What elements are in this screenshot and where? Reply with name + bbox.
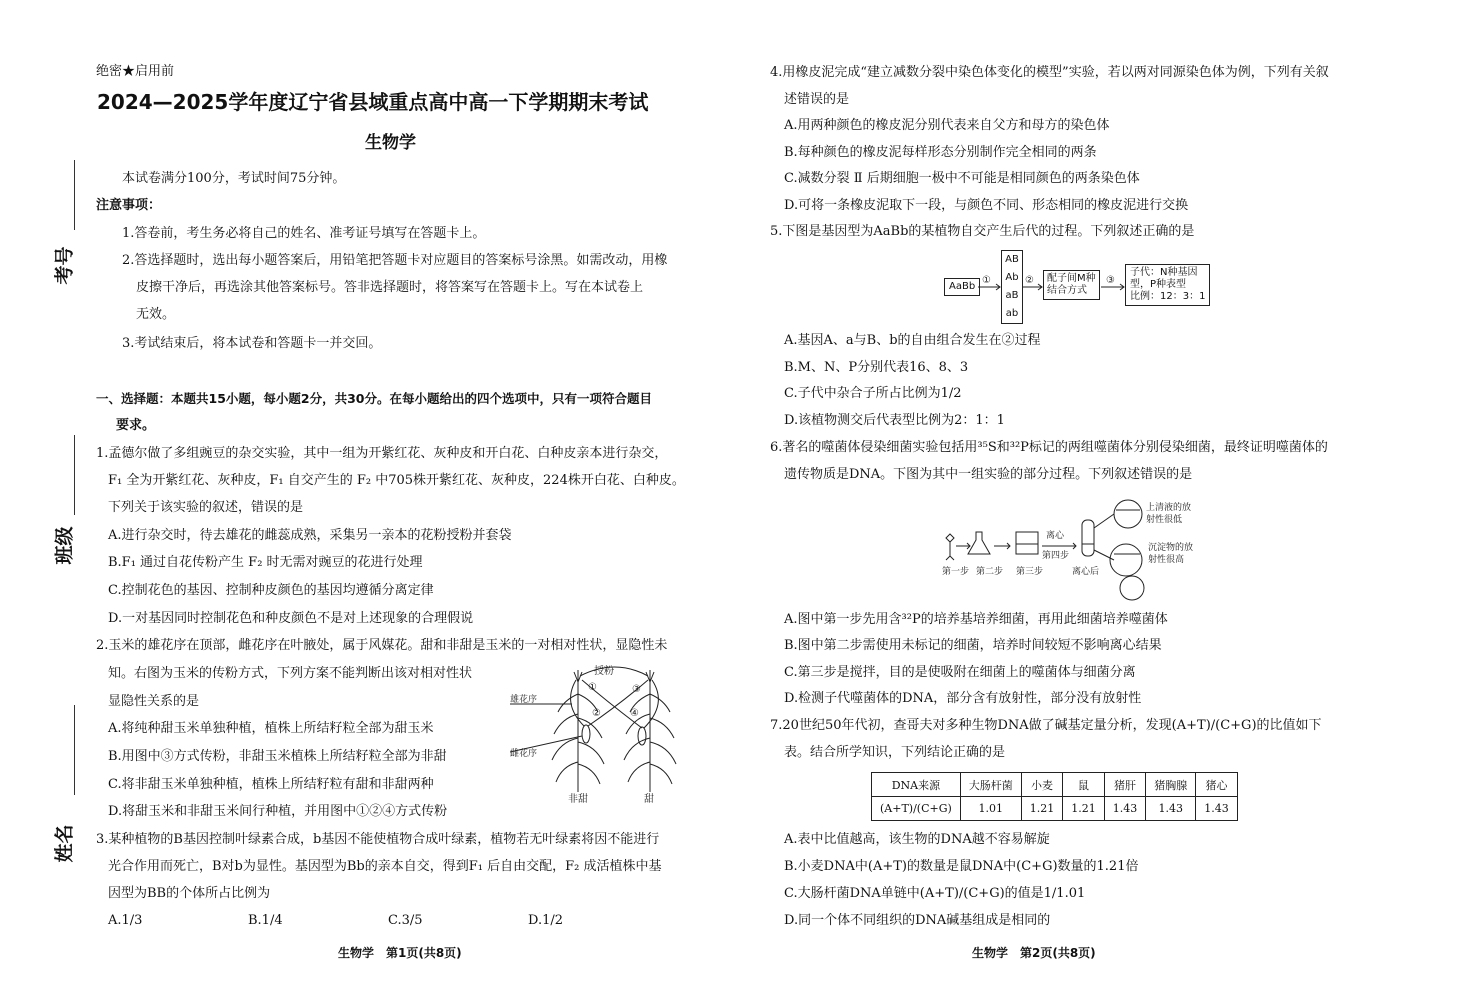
corn-pollination-label: 授粉	[594, 666, 614, 677]
q4-stem-1: 4.用橡皮泥完成“建立减数分裂中染色体变化的模型”实验，若以两对同源染色体为例，下列有关叙	[770, 65, 1329, 80]
phage-experiment-figure	[936, 494, 1206, 604]
table-cell: 1.43	[1104, 797, 1146, 821]
q5-offspring-3: 比例：12：3：1	[1130, 291, 1206, 302]
q5-gamete-ab1: AB	[1005, 254, 1019, 265]
phage-step-1: 第一步	[942, 567, 970, 577]
q3-option-c: C.3/5	[388, 913, 423, 928]
q5-option-b: B.M、N、P分别代表16、8、3	[784, 360, 969, 375]
q2-option-d: D.将甜玉米和非甜玉米间行种植，并用图中①②④方式传粉	[108, 804, 448, 819]
q7-option-d: D.同一个体不同组织的DNA碱基组成是相同的	[784, 913, 1051, 928]
corn-left-label: 非甜	[568, 794, 588, 804]
q7-option-c: C.大肠杆菌DNA单链中(A+T)/(C+G)的值是1/1.01	[784, 886, 1086, 901]
exam-no-label: 考号	[53, 246, 76, 285]
corn-male-label: 雄花序	[510, 695, 538, 705]
subject-title: 生物学	[365, 133, 416, 153]
q1-option-b: B.F₁ 通过自花传粉产生 F₂ 时无需对豌豆的花进行处理	[108, 555, 423, 570]
q3-stem-1: 3.某种植物的B基因控制叶绿素合成，b基因不能使植物合成叶绿素，植物若无叶绿素将因不能进行	[96, 832, 660, 847]
q4-option-b: B.每种颜色的橡皮泥每样形态分别制作完全相同的两条	[784, 145, 1097, 160]
class-label: 班级	[53, 526, 76, 565]
table-cell: 1.21	[1063, 797, 1105, 821]
q6-option-c: C.第三步是搅拌，目的是使吸附在细菌上的噬菌体与细菌分离	[784, 665, 1136, 680]
q3-option-d: D.1/2	[528, 913, 564, 928]
q5-combine-2: 结合方式	[1047, 285, 1087, 296]
phage-sediment-1: 沉淀物的放	[1148, 543, 1194, 553]
corn-mark-1: ①	[588, 682, 597, 693]
table-header-cell: 小麦	[1021, 773, 1063, 797]
q7-option-a: A.表中比值越高，该生物的DNA越不容易解旋	[784, 832, 1050, 847]
q1-option-c: C.控制花色的基因、控制种皮颜色的基因均遵循分离定律	[108, 583, 434, 598]
note-2c: 无效。	[136, 307, 176, 322]
corn-mark-3: ③	[632, 684, 641, 695]
q5-combine-1: 配子间M种	[1047, 273, 1096, 284]
q7-table	[871, 772, 1238, 821]
section-1-heading-2: 要求。	[116, 418, 156, 433]
q1-stem-3: 下列关于该实验的叙述，错误的是	[108, 500, 304, 515]
q4-stem-2: 述错误的是	[784, 92, 850, 107]
q5-offspring-2: 型，P种表型	[1130, 279, 1187, 290]
q5-offspring-1: 子代：N种基因	[1130, 267, 1198, 278]
note-1: 1.答卷前，考生务必将自己的姓名、准考证号填写在答题卡上。	[122, 226, 486, 241]
q5-parent-box: AaBb	[944, 278, 980, 296]
q4-option-a: A.用两种颜色的橡皮泥分别代表来自父方和母方的染色体	[784, 118, 1110, 133]
q6-stem-1: 6.著名的噬菌体侵染细菌实验包括用³⁵S和³²P标记的两组噬菌体分别侵染细菌，最终证明噬菌体的	[770, 440, 1328, 455]
q5-step-3: ③	[1106, 275, 1115, 286]
q7-stem-1: 7.20世纪50年代初，查哥夫对多种生物DNA做了碱基定量分析，发现(A+T)/(C+G)的比值如下	[770, 718, 1322, 733]
q5-gamete-ab4: ab	[1005, 308, 1019, 319]
page-title: 2024—2025学年度辽宁省县域重点高中高一下学期期末考试	[97, 90, 649, 114]
class-line	[74, 435, 75, 515]
q5-figure	[944, 250, 1214, 322]
q7-stem-2: 表。结合所学知识，下列结论正确的是	[784, 745, 1006, 760]
q4-option-c: C.减数分裂 Ⅱ 后期细胞一极中不可能是相同颜色的两条染色体	[784, 171, 1140, 186]
secret-label: 绝密★启用前	[96, 64, 175, 79]
notes-title: 注意事项：	[96, 198, 162, 213]
section-1-heading: 一、选择题：本题共15小题，每小题2分，共30分。在每小题给出的四个选项中，只有一项符合题目	[96, 391, 652, 406]
phage-sediment-2: 射性很高	[1148, 555, 1185, 565]
table-header-cell: 鼠	[1063, 773, 1105, 797]
q3-option-b: B.1/4	[248, 913, 283, 928]
intro-text: 本试卷满分100分，考试时间75分钟。	[122, 171, 346, 186]
q2-option-c: C.将非甜玉米单独种植，植株上所结籽粒有甜和非甜两种	[108, 777, 434, 792]
q4-option-d: D.可将一条橡皮泥取下一段，与颜色不同、形态相同的橡皮泥进行交换	[784, 198, 1189, 213]
q2-option-b: B.用图中③方式传粉，非甜玉米植株上所结籽粒全部为非甜	[108, 749, 447, 764]
q1-stem-1: 1.孟德尔做了多组豌豆的杂交实验，其中一组为开紫红花、灰种皮和开白花、白种皮亲本进行杂交，	[96, 446, 668, 461]
footer-left: 生物学 第1页(共8页)	[338, 946, 462, 960]
q2-stem-1: 2.玉米的雄花序在顶部，雌花序在叶腋处，属于风媒花。甜和非甜是玉米的一对相对性状，显隐性未	[96, 638, 668, 653]
phage-step-4: 第四步	[1042, 551, 1070, 561]
phage-centrifuge: 离心	[1046, 531, 1065, 541]
name-label: 姓名	[53, 824, 76, 863]
q5-option-c: C.子代中杂合子所占比例为1/2	[784, 386, 962, 401]
table-header-cell: 猪肝	[1104, 773, 1146, 797]
note-2b: 皮擦干净后，再选涂其他答案标号。答非选择题时，将答案写在答题卡上。写在本试卷上	[136, 280, 644, 295]
phage-supernatant-1: 上清液的放	[1146, 503, 1192, 513]
q5-option-a: A.基因A、a与B、b的自由组合发生在②过程	[784, 333, 1041, 348]
footer-right: 生物学 第2页(共8页)	[972, 946, 1096, 960]
corn-female-label: 雌花序	[510, 749, 538, 759]
table-row	[872, 797, 1238, 821]
q5-step-1: ①	[982, 275, 991, 286]
table-header-cell: DNA来源	[872, 773, 961, 797]
name-line	[74, 705, 75, 795]
note-3: 3.考试结束后，将本试卷和答题卡一并交回。	[122, 336, 382, 351]
phage-step-2: 第二步	[976, 567, 1004, 577]
table-cell: 1.43	[1196, 797, 1238, 821]
q3-option-a: A.1/3	[108, 913, 143, 928]
q6-option-a: A.图中第一步先用含³²P的培养基培养细菌，再用此细菌培养噬菌体	[784, 612, 1168, 627]
table-cell: 1.01	[960, 797, 1021, 821]
phage-supernatant-2: 射性很低	[1146, 515, 1183, 525]
table-header-cell: 猪胸腺	[1146, 773, 1196, 797]
table-header-row	[872, 773, 1238, 797]
q2-stem-3: 显隐性关系的是	[108, 694, 200, 709]
q5-offspring-box	[1125, 264, 1210, 306]
q6-stem-2: 遗传物质是DNA。下图为其中一组实验的部分过程。下列叙述错误的是	[784, 467, 1193, 482]
q6-option-b: B.图中第二步需使用未标记的细菌，培养时间较短不影响离心结果	[784, 638, 1162, 653]
q5-option-d: D.该植物测交后代表型比例为2：1：1	[784, 413, 1005, 428]
corn-right-label: 甜	[644, 794, 654, 804]
q5-gamete-ab3: aB	[1005, 290, 1019, 301]
exam-no-line	[74, 160, 75, 230]
corn-mark-2: ②	[592, 708, 601, 719]
table-header-cell: 猪心	[1196, 773, 1238, 797]
q1-option-d: D.一对基因同时控制花色和种皮颜色不是对上述现象的合理假说	[108, 611, 474, 626]
q5-stem: 5.下图是基因型为AaBb的某植物自交产生后代的过程。下列叙述正确的是	[770, 224, 1195, 239]
q7-option-b: B.小麦DNA中(A+T)的数量是鼠DNA中(C+G)数量的1.21倍	[784, 859, 1139, 874]
q5-combine-box	[1043, 270, 1100, 300]
q1-option-a: A.进行杂交时，待去雄花的雌蕊成熟，采集另一亲本的花粉授粉并套袋	[108, 528, 512, 543]
note-2: 2.答选择题时，选出每小题答案后，用铅笔把答题卡对应题目的答案标号涂黑。如需改动，用橡	[122, 253, 668, 268]
q6-option-d: D.检测子代噬菌体的DNA，部分含有放射性，部分没有放射性	[784, 691, 1142, 706]
table-cell: 1.43	[1146, 797, 1196, 821]
q3-stem-2: 光合作用而死亡，B对b为显性。基因型为Bb的亲本自交，得到F₁ 后自由交配，F₂ 成活植株中基	[108, 859, 662, 874]
corn-pollination-figure	[510, 664, 695, 804]
table-header-cell: 大肠杆菌	[960, 773, 1021, 797]
q5-gamete-ab2: Ab	[1005, 272, 1019, 283]
corn-mark-4: ④	[630, 708, 639, 719]
phage-after: 离心后	[1072, 567, 1100, 577]
q3-stem-3: 因型为BB的个体所占比例为	[108, 886, 271, 901]
table-cell: 1.21	[1021, 797, 1063, 821]
q5-step-2: ②	[1025, 275, 1034, 286]
q1-stem-2: F₁ 全为开紫红花、灰种皮，F₁ 自交产生的 F₂ 中705株开紫红花、灰种皮，224株开白花、白种皮。	[108, 473, 685, 488]
table-cell: (A+T)/(C+G)	[872, 797, 961, 821]
q2-stem-2: 知。右图为玉米的传粉方式，下列方案不能判断出该对相对性状	[108, 666, 473, 681]
q2-option-a: A.将纯种甜玉米单独种植，植株上所结籽粒全部为甜玉米	[108, 721, 434, 736]
phage-step-3: 第三步	[1016, 567, 1044, 577]
q5-gametes-box	[1001, 250, 1023, 324]
